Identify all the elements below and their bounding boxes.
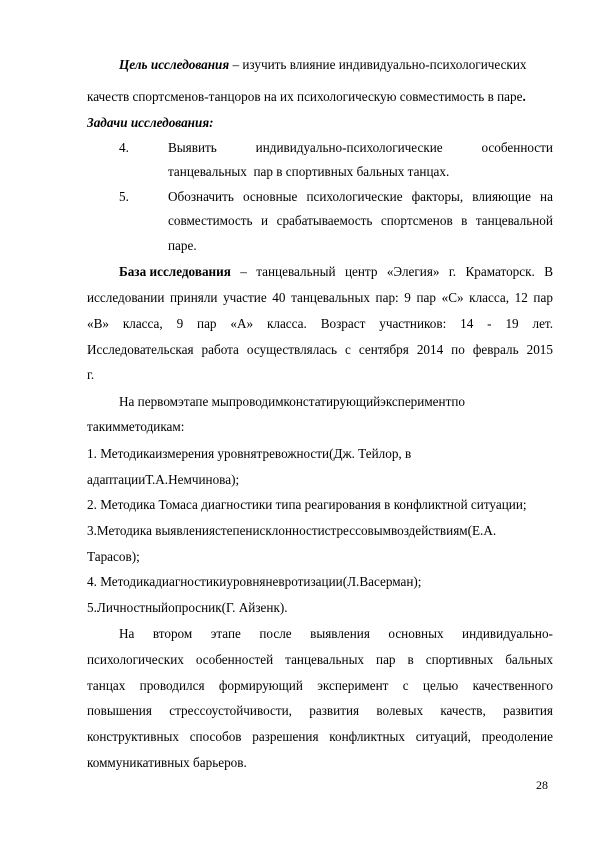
base-line: г. bbox=[87, 367, 95, 382]
goal-line-2 bbox=[87, 89, 553, 105]
goal-text-2: качеств спортсменов-танцоров на их психологическую совместимость в паре bbox=[87, 89, 523, 104]
stage2-line: психологических особенностей танцевальных пар в спортивных бальных bbox=[87, 652, 553, 667]
base-label: База исследования bbox=[119, 264, 231, 279]
task-line: Выявить индивидуально-психологические особенности bbox=[168, 140, 553, 155]
method-line: 1. Методикаизмерения уровнятревожности(Дж. Тейлор, в bbox=[87, 446, 412, 461]
goal-text-2-end: . bbox=[522, 89, 526, 104]
stage1-line-1: На первомэтапе мыпроводимконстатирующийэкспериментпо bbox=[119, 394, 466, 409]
base-line: Исследовательская работа осуществлялась с сентября 2014 по февраль 2015 bbox=[87, 342, 553, 357]
method-line: 3.Методика выявлениястепенисклонностистрессовымвоздействиям(Е.А. bbox=[87, 523, 497, 538]
stage1-line-2: такимметодикам: bbox=[87, 419, 185, 434]
base-line: исследовании приняли участие 40 танцевальных пар: 9 пар «С» класса, 12 пар bbox=[87, 290, 553, 305]
tasks-heading: Задачи исследования: bbox=[87, 115, 214, 130]
task-number: 4. bbox=[119, 140, 129, 155]
base-line: «В» класса, 9 пар «А» класса. Возраст участников: 14 - 19 лет. bbox=[87, 316, 553, 331]
goal-text-1: – изучить влияние индивидуально-психологических bbox=[232, 57, 527, 72]
stage2-line: На втором этапе после выявления основных индивидуально- bbox=[119, 626, 553, 641]
page-number: 28 bbox=[536, 778, 548, 792]
task-line: танцевальных пар в спортивных бальных танцах. bbox=[168, 164, 450, 179]
stage2-line: повышения стрессоустойчивости, развития волевых качеств, развития bbox=[87, 703, 553, 718]
method-line: 5.Личностныйопросник(Г. Айзенк). bbox=[87, 600, 288, 615]
task-line: Обозначить основные психологические факторы, влияющие на bbox=[168, 189, 553, 204]
task-line: совместимость и срабатываемость спортсменов в танцевальной bbox=[168, 213, 553, 228]
goal-line-1 bbox=[119, 57, 553, 73]
method-line: 4. Методикадиагностикиуровняневротизации(Л.Васерман); bbox=[87, 574, 422, 589]
stage2-line: конструктивных способов разрешения конфликтных ситуаций, преодоление bbox=[87, 729, 553, 744]
stage2-line: танцах проводился формирующий эксперимент с целью качественного bbox=[87, 678, 553, 693]
goal-label: Цель исследования bbox=[119, 57, 230, 72]
base-line-1: База исследования – танцевальный центр «Элегия» г. Краматорск. В bbox=[119, 264, 553, 279]
method-line: адаптацииТ.А.Немчинова); bbox=[87, 472, 240, 487]
stage2-line: коммуникативных барьеров. bbox=[87, 755, 247, 770]
task-line: паре. bbox=[168, 238, 197, 253]
method-line: 2. Методика Томаса диагностики типа реагирования в конфликтной ситуации; bbox=[87, 497, 527, 512]
method-line: Тарасов); bbox=[87, 549, 140, 564]
task-number: 5. bbox=[119, 189, 129, 204]
